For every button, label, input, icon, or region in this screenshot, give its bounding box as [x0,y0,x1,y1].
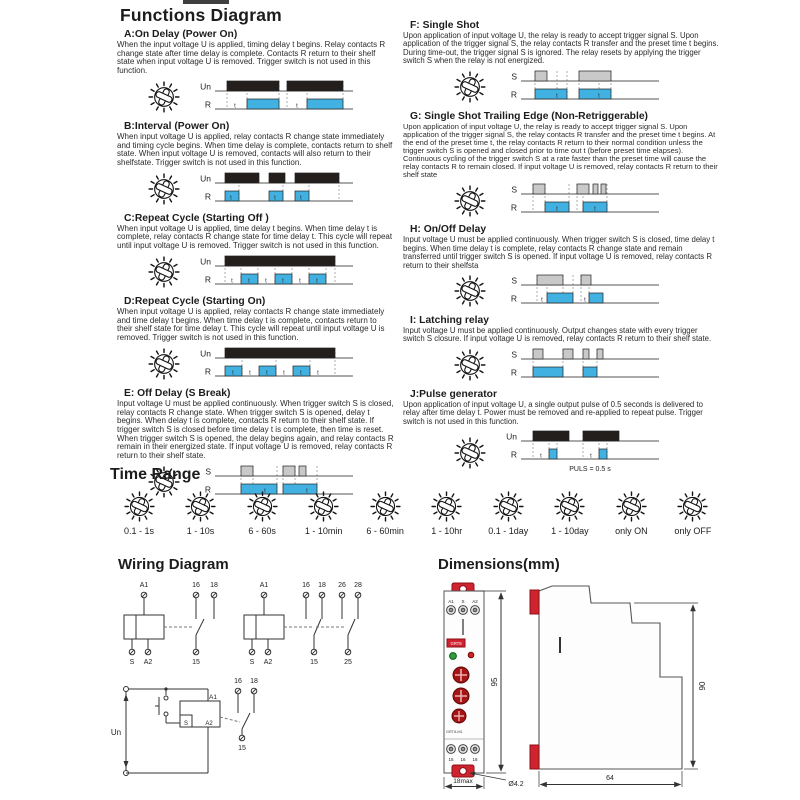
function-heading-c: C:Repeat Cycle (Starting Off ) [124,212,269,224]
screw-terminal-icon [211,592,217,598]
svg-text:R: R [510,367,517,378]
terminal-label: 16 [460,757,466,762]
supply-label: Un [110,728,122,737]
terminal-label: S [249,659,255,666]
svg-text:R: R [510,449,517,460]
screw-terminal-icon [239,735,245,741]
screw-terminals-top [447,606,480,615]
terminal-label: 18 [210,582,218,589]
timing-diagram [189,252,359,293]
arrow-up-icon [124,694,129,701]
time-range-item [110,490,168,536]
svg-text:R: R [204,484,211,495]
relay-led [468,652,474,658]
function-diagram-a [110,77,396,118]
svg-text:t: t [230,195,232,202]
svg-text:t: t [248,278,250,285]
function-description-e: Input voltage U must be applied continuously. When trigger switch S is closed, relay contacts R change state. When trigger switch S is opened, delay t begins. When delay t is complete, contacts R return to their shelf state. If trigger switch S is closed before time delay t is complete, then time is reset. When trigger switch S is opened, the delay begins again, and relay contacts R remain in their energized state. If input voltage U is removed, relay contacts R return to their shelf state. [117,398,394,461]
supply-terminal [124,687,129,692]
function-heading-b: B:Interval (Power On) [124,120,230,132]
screw-terminal-icon [193,649,199,655]
timing-diagram [495,180,665,221]
dimensions-figure [430,577,730,791]
arrow-down-icon [124,761,129,768]
terminal-label: 16 [234,678,242,685]
dim-label-90: 90 [698,681,707,691]
function-section-h [396,224,722,312]
function-diagram-g [396,180,722,221]
screw-terminal-icon [145,649,151,655]
rotary-dial-icon [147,172,181,206]
time-range-item [664,490,722,536]
terminal-label: 15 [192,659,200,666]
function-heading-j: J:Pulse generator [410,388,497,400]
time-range-row [110,490,722,536]
dim-label-64: 64 [606,775,614,782]
function-section-b [110,121,396,210]
function-section-i [396,315,722,386]
time-range-label: 1 - 10hr [431,526,463,536]
terminal-label: 15 [448,757,454,762]
svg-text:t: t [316,278,318,285]
wiring-diagram-figure [110,577,400,789]
screw-terminals-bottom [447,745,480,754]
relay-coil [244,615,284,639]
time-range-label: 6 - 60s [248,526,276,536]
svg-text:t: t [274,195,276,202]
time-range-label: 1 - 10day [551,526,589,536]
functions-right-column [396,20,722,481]
rotary-dial-icon [147,80,181,114]
svg-text:t: t [584,297,586,304]
page-title: Functions Diagram [120,5,282,25]
svg-text:R: R [204,191,211,202]
dim-label-hole: Ø4.2 [508,781,524,788]
svg-text:t: t [540,453,542,460]
svg-text:Un: Un [200,81,211,92]
timing-diagram [189,169,359,210]
terminal-label: 16 [192,582,200,589]
function-heading-e: E: Off Delay (S Break) [124,387,231,399]
dim-hole [470,773,524,788]
dimensions-section [430,556,740,796]
rotary-dial-icon [453,348,487,382]
function-description-i: Input voltage U must be applied continuously. Output changes state with every trigger switch S closure. If input voltage U is removed, relay contacts R return to their shelf state. [403,325,712,344]
svg-text:Un: Un [200,256,211,267]
terminal-label: A1 [448,599,454,604]
svg-text:t: t [282,278,284,285]
terminal-label: 16 [302,582,310,589]
svg-text:t: t [264,488,266,495]
terminal-label: A2 [143,659,153,666]
time-range-label: 0.1 - 1day [488,526,529,536]
time-range-label: 1 - 10s [186,526,215,536]
function-description-d: When input voltage U is applied, relay contacts R change state immediately and time delay t begins. When time delay t is complete, contacts return to their shelf state for time delay t. This cycle will repeat until input voltage U is removed. Trigger switch is not used in this function. [117,306,385,343]
time-range-item [479,490,537,536]
screw-terminal-icon [261,592,267,598]
rotary-dial-icon [147,347,181,381]
svg-text:R: R [510,202,517,213]
function-diagram-b [110,169,396,210]
svg-text:t: t [234,103,236,110]
svg-text:R: R [510,89,517,100]
svg-text:t: t [556,206,558,213]
function-description-g: Upon application of input voltage U, the relay is ready to accept trigger signal S. Upon application of the trigger signal S, the relay contacts R transfer and the preset time t begins. At the end of the preset time t, the relay contacts R return to their normal condition unless the trigger switch S is opened and closed prior to time out t (before preset time elapses). Continuous cycling of the trigger switch S at a rate faster than the preset time will cause the relay contacts R to remain closed. If input voltage U is removed, relay contacts R return to their shelf state [403,121,718,180]
terminal-label: S [129,659,135,666]
function-description-a: When the input voltage U is applied, timing delay t begins. Relay contacts R change state after time delay is complete. Contacts R return to their shelf state when input voltage U is removed. Trigger switch is not used in this function. [117,40,386,76]
function-heading-a: A:On Delay (Power On) [124,29,238,40]
screw-terminal-icon [193,592,199,598]
function-section-d [110,296,396,385]
function-section-a [110,29,396,118]
function-heading-g: G: Single Shot Trailing Edge (Non-Retriggerable) [410,110,648,122]
terminal-label: 26 [338,582,346,589]
svg-text:Un: Un [200,348,211,359]
timing-diagram [189,77,359,118]
model-text: GRT8-M1 [446,730,463,734]
time-range-item [356,490,414,536]
terminal-label: A2 [205,721,213,727]
contact-arm [348,619,355,635]
svg-text:t: t [598,93,600,100]
svg-text:S: S [511,184,517,195]
time-range-label: 6 - 60min [366,526,404,536]
function-diagram-h [396,271,722,312]
function-diagram-c [110,252,396,293]
terminal-label: S [461,599,465,604]
rotary-dial-icon [123,490,156,523]
terminal-label: S [183,721,189,727]
timing-diagram [495,345,665,386]
screw-terminal-icon [129,649,135,655]
svg-text:S: S [511,349,517,360]
svg-text:t: t [594,206,596,213]
time-range-section [110,466,722,536]
switch-contact [164,696,168,700]
rotary-dial-icon [307,490,340,523]
din-clip-side-top [530,590,539,614]
screw-terminal-icon [141,592,147,598]
screw-terminal-icon [311,649,317,655]
svg-text:t: t [266,370,268,377]
svg-text:t: t [249,370,251,377]
time-range-item [233,490,291,536]
terminal-label: 15 [310,659,318,666]
terminal-label: A2 [472,599,478,604]
svg-text:S: S [511,71,517,82]
function-description-b: When input voltage U is applied, relay contacts R change state immediately and timing cycle begins. When time delay is complete, contacts return to shelf state. When input voltage U is removed, contacts will also return to their shelfstate. Trigger switch is not used in this function. [117,131,393,168]
rotary-dial-icon [492,490,525,523]
time-range-item [418,490,476,536]
contact-arm [242,713,250,729]
svg-text:t: t [299,278,301,285]
function-section-f [396,20,722,108]
brand-text: GRT8 [450,641,462,646]
svg-text:Un: Un [506,431,517,442]
time-range-label: only ON [615,526,648,536]
dim-64 [539,771,682,787]
dim-label-95: 95 [490,677,499,687]
svg-text:t: t [283,370,285,377]
actuator-link [220,717,240,722]
rotary-dial-icon [430,490,463,523]
time-range-item [172,490,230,536]
rotary-dial-icon [453,274,487,308]
rotary-dial-icon [184,490,217,523]
screw-terminal-icon [249,649,255,655]
rotary-dial-icon [453,436,487,470]
svg-text:R: R [510,293,517,304]
svg-text:R: R [204,274,211,285]
timing-diagram [495,271,665,312]
function-heading-f: F: Single Shot [410,20,480,31]
time-range-label: 1 - 10min [304,526,343,536]
power-led [450,653,457,660]
function-heading-h: H: On/Off Delay [410,224,487,236]
rotary-dial-icon [246,490,279,523]
function-section-g [396,111,722,221]
timing-diagram [495,67,665,108]
svg-text:t: t [265,278,267,285]
timing-diagram [189,344,359,385]
function-description-h: Input voltage U must be applied continuously. When trigger switch S is closed, time delay t begins. When time delay t is complete, relay contacts R change state and remain transferred until trigger switch S is opened. If input voltage U is removed, relay contacts R return to their shelfsta [403,235,715,270]
screw-terminal-icon [355,592,361,598]
rotary-dial-icon [553,490,586,523]
time-range-item [602,490,660,536]
svg-text:S: S [205,466,211,477]
svg-text:t: t [541,297,543,304]
function-diagram-d [110,344,396,385]
dimensions-title: Dimensions(mm) [438,556,560,573]
function-description-j: Upon application of input voltage U, a single output pulse of 0.5 seconds is delivered to relay after time delay t. Power must be removed and re-applied to repeat pulse. Trigger switch is not used in this function. [403,399,703,426]
function-heading-d: D:Repeat Cycle (Starting On) [124,295,266,307]
wiring-diagram-section [110,556,420,794]
rotary-dial-icon [453,70,487,104]
terminal-label: A2 [263,659,273,666]
terminal-label: A1 [139,582,149,589]
svg-text:t: t [590,453,592,460]
svg-text:t: t [232,370,234,377]
dim-18max [444,777,484,789]
screw-terminal-icon [339,592,345,598]
contact-arm [196,619,204,635]
device-side-view [530,586,682,769]
function-heading-i: I: Latching relay [410,314,489,326]
switch-contact [164,712,168,716]
terminal-label: 25 [344,659,352,666]
device-front-view [444,583,484,777]
function-section-j [396,389,722,478]
rotary-dial-icon [369,490,402,523]
screw-terminal-icon [303,592,309,598]
svg-text:R: R [204,366,211,377]
time-range-item [295,490,353,536]
svg-text:PULS = 0.5 s: PULS = 0.5 s [569,466,611,474]
function-description-c: When input voltage U is applied, time delay t begins. When time delay t is complete, relay contacts R change state for time delay t. This cycle will repeat until input voltage U is removed. Trigger switch is not used in this function. [117,223,393,251]
terminal-label: 28 [354,582,362,589]
screw-terminal-icon [235,688,241,694]
svg-text:t: t [296,103,298,110]
time-range-title: Time Range [110,466,201,483]
svg-text:t: t [300,370,302,377]
rotary-dial-icon [147,255,181,289]
wiring-title: Wiring Diagram [118,556,229,573]
terminal-label: 15 [238,745,246,752]
rotary-dial-icon [615,490,648,523]
relay-coil [124,615,164,639]
svg-text:t: t [317,370,319,377]
time-range-label: only OFF [674,526,712,536]
terminal-label: 18 [472,757,478,762]
screw-terminal-icon [251,688,257,694]
svg-text:S: S [511,275,517,286]
function-diagram-i [396,345,722,386]
svg-text:t: t [300,195,302,202]
rotary-dial-icon [676,490,709,523]
screw-terminal-icon [319,592,325,598]
screw-terminal-icon [265,649,271,655]
function-diagram-f [396,67,722,108]
terminal-label: A1 [259,582,269,589]
time-range-item [541,490,599,536]
svg-text:R: R [204,99,211,110]
dim-label-18max: 18max [453,778,473,785]
terminal-label: A1 [209,694,217,701]
time-range-label: 0.1 - 1s [123,526,154,536]
svg-text:t: t [231,278,233,285]
svg-text:t: t [556,93,558,100]
screw-terminal-icon [345,649,351,655]
terminal-label: 18 [318,582,326,589]
function-section-c [110,213,396,293]
svg-text:t: t [306,488,308,495]
function-description-f: Upon application of input voltage U, the relay is ready to accept trigger signal S. Upon application of the trigger signal S, the relay contacts R transfer and the preset time t begins. During time-out, the trigger signal S is ignored. The relay resets by applying the trigger switch S when the relay is not energized. [403,31,719,66]
din-clip-side-bottom [530,745,539,769]
terminal-label: 18 [250,678,258,685]
svg-text:Un: Un [200,173,211,184]
functions-left-column [110,0,396,506]
rotary-dial-icon [453,184,487,218]
